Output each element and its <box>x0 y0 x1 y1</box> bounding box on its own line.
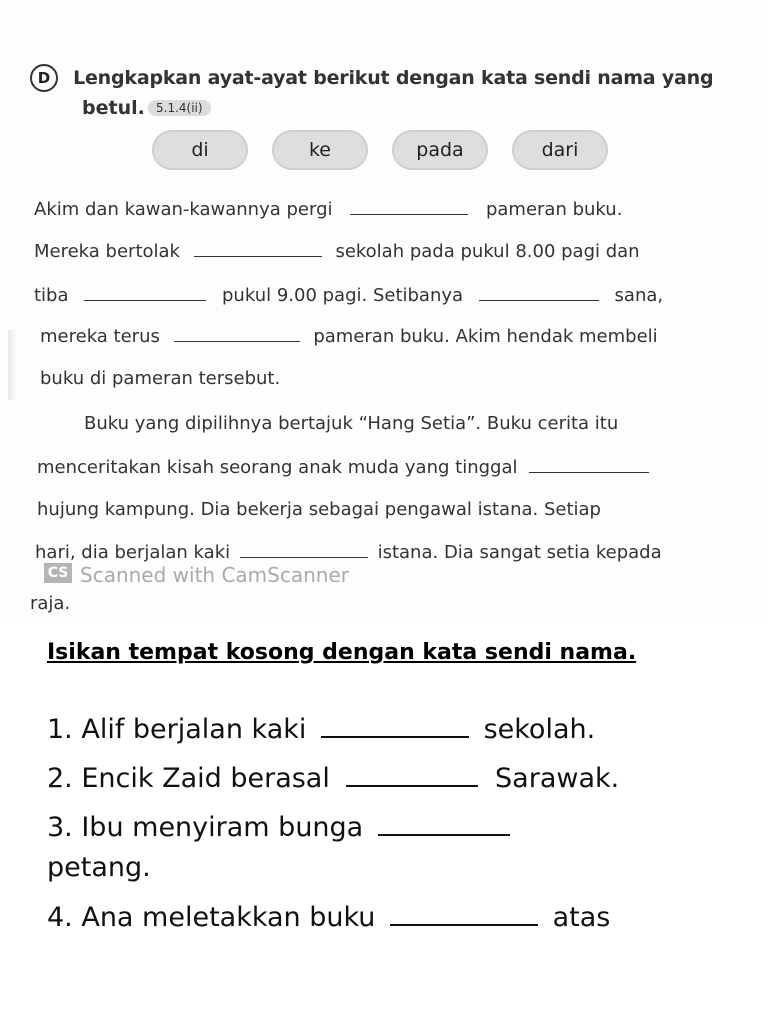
answer-blank[interactable] <box>479 284 599 301</box>
question-1 <box>47 710 727 750</box>
question-text: 3. Ibu menyiram bunga <box>47 812 364 843</box>
answer-blank[interactable] <box>390 902 538 926</box>
question-text: 2. Encik Zaid berasal <box>47 763 330 794</box>
passage-line <box>34 198 734 220</box>
camscanner-watermark <box>44 563 349 587</box>
question-4 <box>47 898 727 938</box>
answer-blank[interactable] <box>350 198 468 215</box>
question-text: 4. Ana meletakkan buku <box>47 902 376 933</box>
question-text: Sarawak. <box>495 763 620 794</box>
question-2 <box>47 759 727 799</box>
answer-blank[interactable] <box>174 325 300 342</box>
camscanner-logo-icon: CS <box>44 563 72 583</box>
answer-blank[interactable] <box>240 541 368 558</box>
question-text: atas <box>552 902 611 933</box>
passage-text: Mereka bertolak <box>34 241 180 262</box>
question-text: sekolah. <box>483 714 596 745</box>
question-text: petang. <box>47 852 151 883</box>
instruction-text-line2: betul. <box>82 97 145 119</box>
word-bank-item: ke <box>272 130 368 170</box>
passage-text: sekolah pada pukul 8.00 pagi dan <box>335 241 640 262</box>
passage-text: pameran buku. Akim hendak membeli <box>313 326 658 347</box>
instruction-text: Lengkapkan ayat-ayat berikut dengan kata sendi nama yang <box>73 67 714 89</box>
answer-blank[interactable] <box>529 456 649 473</box>
passage-line <box>34 284 734 306</box>
passage-text: menceritakan kisah seorang anak muda yang tinggal <box>37 457 518 478</box>
passage-line <box>34 240 734 262</box>
passage-line <box>40 325 740 347</box>
passage-text: hari, dia berjalan kaki <box>35 542 231 563</box>
answer-blank[interactable] <box>378 812 510 836</box>
word-bank-item: di <box>152 130 248 170</box>
passage-text: mereka terus <box>40 326 160 347</box>
answer-blank[interactable] <box>194 240 322 257</box>
section-letter-badge: D <box>30 64 58 92</box>
answer-blank[interactable] <box>84 284 206 301</box>
passage-text: istana. Dia sangat setia kepada <box>377 542 662 563</box>
section-heading <box>30 64 742 92</box>
word-bank-item: dari <box>512 130 608 170</box>
passage-line: raja. <box>30 593 71 614</box>
answer-blank[interactable] <box>321 714 469 738</box>
passage-line: hujung kampung. Dia bekerja sebagai pengawal istana. Setiap <box>37 499 601 520</box>
passage-text: tiba <box>34 285 69 306</box>
passage-line <box>37 456 737 478</box>
curriculum-code-badge: 5.1.4(ii) <box>148 100 211 116</box>
passage-line: Buku yang dipilihnya bertajuk “Hang Setia”. Buku cerita itu <box>84 413 619 434</box>
word-bank-item: pada <box>392 130 488 170</box>
passage-text: pameran buku. <box>485 199 623 220</box>
passage-text: Akim dan kawan-kawannya pergi <box>34 199 333 220</box>
page-edge-shadow <box>8 330 18 400</box>
passage-line: buku di pameran tersebut. <box>40 368 281 389</box>
question-3 <box>47 808 727 888</box>
exercise-title: Isikan tempat kosong dengan kata sendi nama. <box>47 640 637 665</box>
question-text: 1. Alif berjalan kaki <box>47 714 307 745</box>
watermark-text: Scanned with CamScanner <box>80 563 349 587</box>
passage-text: pukul 9.00 pagi. Setibanya <box>221 285 464 306</box>
passage-text: sana, <box>614 285 664 306</box>
passage-line <box>35 541 735 563</box>
answer-blank[interactable] <box>346 763 478 787</box>
